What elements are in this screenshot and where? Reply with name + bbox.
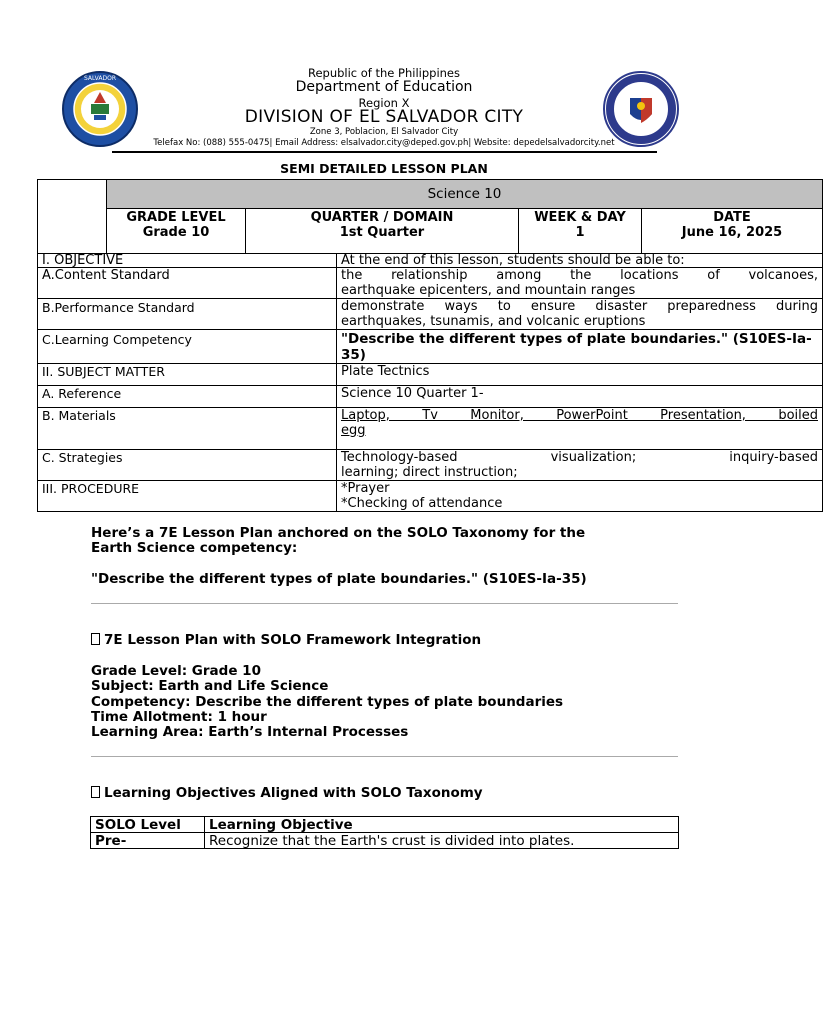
contact-text: Telefax No: (088) 555-0475| Email Address: elsalvador.city@deped.gov.ph| Website: depedelsalvadorcity.net xyxy=(153,138,615,148)
placeholder-glyph-icon xyxy=(91,786,100,798)
quarter-header: QUARTER / DOMAIN xyxy=(310,210,454,225)
objective-value: At the end of this lesson, students should be able to: xyxy=(337,254,823,268)
performance-standard-value xyxy=(337,299,823,330)
learning-competency-label: C.Learning Competency xyxy=(38,330,337,364)
content-standard-label: A.Content Standard xyxy=(38,268,337,299)
strategies-line1: Technology-based visualization; inquiry-based xyxy=(341,450,818,465)
subject-matter-value: Plate Tectnics xyxy=(337,364,823,386)
strategies-value xyxy=(337,450,823,481)
content-standard-value xyxy=(337,268,823,299)
solo-table xyxy=(90,816,679,849)
grade-level-line: Grade Level: Grade 10 xyxy=(91,663,261,679)
content-standard-line1: the relationship among the locations of volcanoes, xyxy=(341,268,818,283)
department-text: Department of Education xyxy=(295,79,473,95)
reference-value: Science 10 Quarter 1- xyxy=(337,386,823,408)
week-day-header: WEEK & DAY xyxy=(534,210,626,225)
competency-line: Competency: Describe the different types of plate boundaries xyxy=(91,694,564,710)
lesson-plan-table xyxy=(37,179,823,512)
date-cell xyxy=(642,209,823,254)
reference-label: A. Reference xyxy=(38,386,337,408)
procedure-label: III. PROCEDURE xyxy=(38,481,337,512)
competency-quote: "Describe the different types of plate boundaries." (S10ES-Ia-35) xyxy=(91,571,587,587)
procedure-line1: *Prayer xyxy=(341,481,390,496)
date-value: June 16, 2025 xyxy=(681,225,783,240)
doc-title: SEMI DETAILED LESSON PLAN xyxy=(280,161,488,176)
performance-standard-label: B.Performance Standard xyxy=(38,299,337,330)
objective-label: I. OBJECTIVE xyxy=(38,254,337,268)
content-standard-line2: earthquake epicenters, and mountain ranges xyxy=(341,283,636,298)
republic-text: Republic of the Philippines xyxy=(307,66,461,80)
date-header: DATE xyxy=(713,210,751,225)
grade-level-value: Grade 10 xyxy=(142,225,210,240)
svg-text:SALVADOR: SALVADOR xyxy=(83,75,117,82)
grade-level-cell xyxy=(107,209,246,254)
solo-row1-level: Pre- xyxy=(91,833,205,849)
materials-line1: Laptop, Tv Monitor, PowerPoint Presentation, boiled xyxy=(341,408,818,423)
week-day-cell xyxy=(519,209,642,254)
quarter-value: 1st Quarter xyxy=(339,225,425,240)
materials-label: B. Materials xyxy=(38,408,337,450)
solo-col2-header: Learning Objective xyxy=(205,817,679,833)
placeholder-glyph-icon xyxy=(91,633,100,645)
section-divider-2 xyxy=(91,756,678,757)
region-text: Region X xyxy=(358,96,410,110)
learning-area-line: Learning Area: Earth’s Internal Processes xyxy=(91,724,409,740)
strategies-line2: learning; direct instruction; xyxy=(341,465,518,480)
table-corner-cell xyxy=(38,180,107,254)
time-allotment-line: Time Allotment: 1 hour xyxy=(91,709,267,725)
performance-standard-line2: earthquakes, tsunamis, and volcanic eruptions xyxy=(341,314,646,329)
intro-line1: Here’s a 7E Lesson Plan anchored on the SOLO Taxonomy for the xyxy=(91,525,586,541)
section-divider-1 xyxy=(91,603,678,604)
performance-standard-line1: demonstrate ways to ensure disaster preparedness during xyxy=(341,299,818,314)
intro-line2: Earth Science competency: xyxy=(91,540,298,556)
procedure-line2: *Checking of attendance xyxy=(341,496,503,511)
division-title: DIVISION OF EL SALVADOR CITY xyxy=(244,107,524,127)
section2-title: Learning Objectives Aligned with SOLO Taxonomy xyxy=(104,785,483,801)
grade-level-header: GRADE LEVEL xyxy=(126,210,226,225)
procedure-value xyxy=(337,481,823,512)
address-text: Zone 3, Poblacion, El Salvador City xyxy=(309,127,459,137)
subject-matter-label: II. SUBJECT MATTER xyxy=(38,364,337,386)
subject-header: Science 10 xyxy=(107,180,823,209)
subject-line: Subject: Earth and Life Science xyxy=(91,678,329,694)
materials-line2: egg xyxy=(341,423,366,438)
week-day-value: 1 xyxy=(575,225,585,240)
learning-competency-value: "Describe the different types of plate boundaries." (S10ES-Ia-35) xyxy=(337,330,823,364)
section1-title: 7E Lesson Plan with SOLO Framework Integration xyxy=(104,632,482,648)
strategies-label: C. Strategies xyxy=(38,450,337,481)
quarter-cell xyxy=(246,209,519,254)
materials-value xyxy=(337,408,823,450)
section2-heading xyxy=(91,786,681,802)
solo-row1-objective: Recognize that the Earth's crust is divided into plates. xyxy=(205,833,679,849)
header-divider xyxy=(112,151,657,153)
solo-col1-header: SOLO Level xyxy=(91,817,205,833)
section1-heading xyxy=(91,633,681,649)
